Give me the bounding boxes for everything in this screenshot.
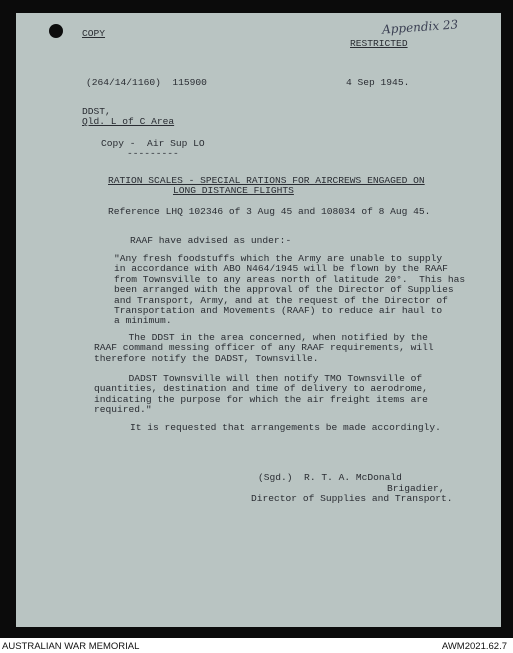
quoted-paragraph-3: DADST Townsville will then notify TMO Townsville of quantities, destination and time of delivery to aerodrome, indicating the purpose for which the air freight items are required." [94,373,428,416]
signature-name: (Sgd.) R. T. A. McDonald [258,472,402,483]
accession-number: AWM2021.62.7 [441,641,507,652]
addressee: DDST, [82,106,111,117]
quoted-paragraph-1: "Any fresh foodstuffs which the Army are unable to supply in accordance with ABO N464/1945 will be flown by the RAAF from Townsville to any areas north of latitude 20°. This has been arranged with the approval of the Director of Supplies and Transport, Army, and at the request of the Director of Transportation and Movements (RAAF) to reduce air haul to a minimum. [114,253,466,327]
addressee-area: Qld. L of C Area [82,116,175,127]
subject-line-1: RATION SCALES - SPECIAL RATIONS FOR AIRCREWS ENGAGED ON [108,175,425,186]
archive-footer [0,641,513,653]
copy-label: COPY [82,28,106,39]
intro-line: RAAF have advised as under:- [130,235,292,246]
subject-line-2: LONG DISTANCE FLIGHTS [173,185,294,196]
request-line: It is requested that arrangements be made accordingly. [130,422,441,433]
punch-hole [49,24,63,38]
document-page [16,13,501,627]
reference-number: (264/14/1160) 115900 [86,77,207,88]
institution-name: AUSTRALIAN WAR MEMORIAL [2,641,140,652]
appendix-handwritten-note: Appendix 23 [381,17,459,37]
classification-marking: RESTRICTED [350,38,408,49]
copy-to: Copy - Air Sup LO [101,138,205,149]
quoted-paragraph-2: The DDST in the area concerned, when notified by the RAAF command messing officer of any RAAF requirements, will therefore notify the DADST, Townsville. [94,332,434,364]
document-date: 4 Sep 1945. [346,77,410,88]
signature-rank: Brigadier, [387,483,445,494]
signature-title: Director of Supplies and Transport. [251,493,453,504]
copy-to-rule: --------- [127,148,179,159]
reference-line: Reference LHQ 102346 of 3 Aug 45 and 108034 of 8 Aug 45. [108,206,431,217]
